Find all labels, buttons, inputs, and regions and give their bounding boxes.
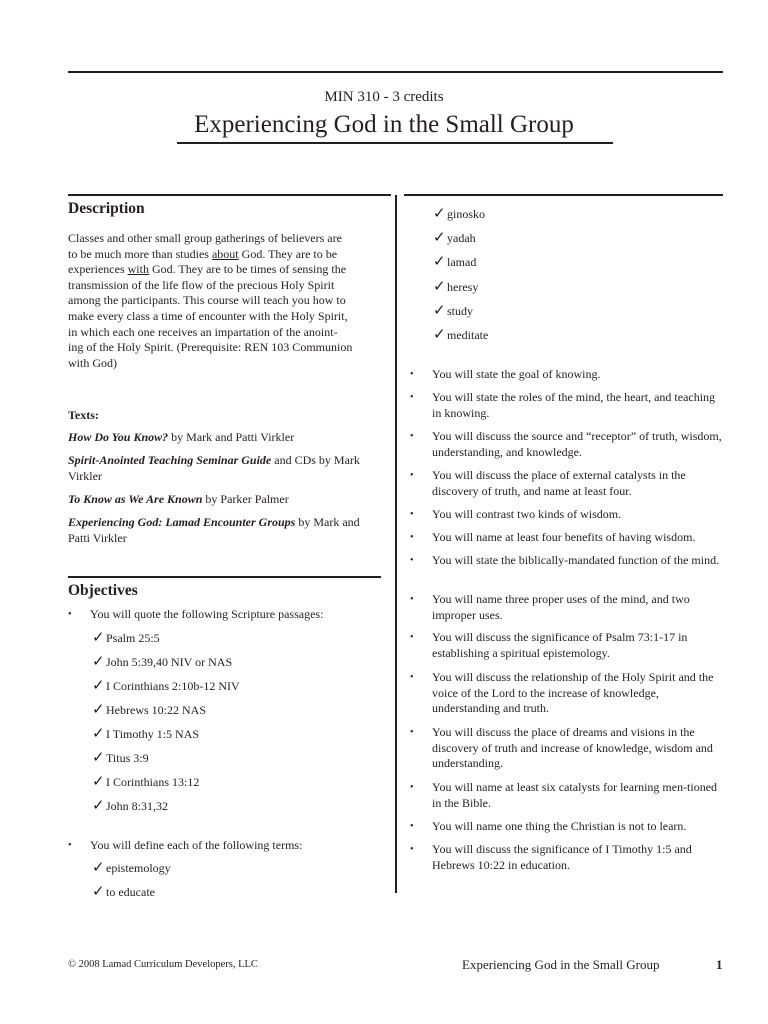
checklist-item-label: I Corinthians 13:12 [106, 775, 200, 789]
checklist-item [433, 304, 473, 319]
checklist-item [92, 727, 199, 742]
checklist-item-label: Psalm 25:5 [106, 631, 160, 645]
description-line: experiences with God. They are to be times of sensing the [68, 262, 347, 277]
objectives-heading: Objectives [68, 582, 138, 599]
description-line: transmission of the life flow of the precious Holy Spirit [68, 277, 335, 292]
checkmark-icon: ✓ [433, 302, 446, 319]
texts-label: Texts: [68, 408, 99, 422]
page-number: 1 [716, 957, 723, 972]
checkmark-icon: ✓ [433, 230, 446, 247]
top-rule [68, 71, 723, 73]
checkmark-icon: ✓ [92, 798, 105, 814]
description-line: to be much more than studies about God. They are to be [68, 246, 338, 261]
description-line: among the participants. This course will teach you how to [68, 293, 346, 308]
checkmark-icon: ✓ [433, 327, 446, 343]
objective-bullet: • You will name one thing the Christian is not to learn. [410, 819, 687, 833]
objective-bullet: • You will discuss the place of dreams and visions in the discovery of truth and increase of knowledge, wisdom and understanding. [410, 725, 713, 771]
checklist-item-label: I Timothy 1:5 NAS [106, 727, 200, 741]
checklist-item-label: meditate [447, 328, 489, 342]
description-line: Classes and other small group gatherings of believers are [68, 231, 342, 245]
checklist-item-label: study [447, 303, 474, 318]
checklist-item-label: epistemology [106, 861, 171, 875]
objective-bullet: • You will state the goal of knowing. [410, 367, 601, 381]
objective-bullet: • You will state the roles of the mind, the heart, and teaching in knowing. [410, 390, 716, 420]
checklist-item-label: John 8:31,32 [106, 799, 169, 813]
description-line: with God) [68, 355, 117, 370]
checklist-item [92, 703, 206, 718]
checklist-item [433, 231, 476, 246]
description-paragraph [68, 231, 384, 371]
description-line: in which each one receives an impartation of the anoint- [68, 324, 338, 339]
checklist-item [433, 328, 488, 343]
checklist-item-label: heresy [447, 279, 479, 294]
checkmark-icon: ✓ [92, 884, 105, 900]
course-code: MIN 310 - 3 credits [324, 89, 444, 105]
objective-bullet: • You will name at least four benefits of having wisdom. [410, 530, 696, 544]
description-heading: Description [68, 200, 145, 217]
checkmark-icon: ✓ [433, 206, 446, 222]
checklist-item [433, 280, 478, 295]
checklist-item-label: Titus 3:9 [106, 751, 149, 765]
checkmark-icon: ✓ [92, 750, 105, 766]
right-column-rule [404, 194, 723, 196]
objective-bullet: • You will discuss the source and “receptor” of truth, wisdom, understanding, and knowledge. [410, 429, 722, 459]
copyright: © 2008 Lamad Curriculum Developers, LLC [68, 959, 258, 970]
checklist-item [92, 751, 149, 766]
checkmark-icon: ✓ [92, 630, 105, 646]
checklist-item-label: yadah [447, 231, 476, 246]
checklist-item [92, 679, 240, 694]
objective-bullet: • You will name three proper uses of the mind, and two improper uses. [410, 592, 690, 622]
objective-bullet: • You will define each of the following terms: [68, 838, 303, 852]
left-column-rule [68, 194, 391, 196]
page-title: Experiencing God in the Small Group [194, 111, 574, 138]
checklist-item [92, 631, 160, 646]
objective-bullet: • You will quote the following Scripture passages: [68, 607, 324, 621]
checkmark-icon: ✓ [433, 254, 446, 271]
checklist-item-label: ginosko [447, 207, 486, 221]
checklist-item-label: lamad [447, 255, 477, 270]
checklist-item [92, 775, 199, 790]
objectives-rule [68, 576, 381, 578]
text-entry: How Do You Know? by Mark and Patti Virkler [68, 430, 295, 444]
objective-bullet: • You will contrast two kinds of wisdom. [410, 507, 622, 521]
checklist-item [92, 885, 155, 900]
checkmark-icon: ✓ [92, 774, 105, 790]
checkmark-icon: ✓ [92, 860, 105, 876]
objective-bullet: • You will discuss the significance of Psalm 73:1-17 in establishing a spiritual epistemology. [410, 630, 688, 660]
description-line: ing of the Holy Spirit. (Prerequisite: REN 103 Communion [68, 340, 353, 355]
checkmark-icon: ✓ [433, 278, 446, 295]
checklist-item-label: to educate [106, 885, 155, 899]
title-underline [177, 142, 613, 144]
checklist-item [92, 861, 171, 876]
objective-bullet: • You will discuss the relationship of the Holy Spirit and the voice of the Lord to the increase of knowledge, understanding and truth. [410, 670, 714, 716]
checklist-item [92, 799, 168, 814]
column-divider [395, 195, 397, 893]
text-entry: To Know as We Are Known by Parker Palmer [68, 492, 289, 506]
checkmark-icon: ✓ [92, 678, 105, 694]
checklist-item [433, 207, 485, 222]
checkmark-icon: ✓ [92, 654, 105, 670]
text-entry: Experiencing God: Lamad Encounter Groups by Mark and Patti Virkler [68, 515, 360, 545]
checklist-item-label: Hebrews 10:22 NAS [106, 703, 206, 717]
description-line: make every class a time of encounter with the Holy Spirit, [68, 308, 348, 323]
objective-bullet: • You will state the biblically-mandated function of the mind. [410, 553, 720, 567]
checklist-item-label: John 5:39,40 NIV or NAS [106, 655, 233, 669]
checkmark-icon: ✓ [92, 726, 105, 742]
objective-bullet: • You will discuss the place of external catalysts in the discovery of truth, and name at least four. [410, 468, 686, 498]
checklist-item-label: I Corinthians 2:10b-12 NIV [106, 679, 240, 693]
running-title: Experiencing God in the Small Group [462, 957, 660, 972]
checklist-item [433, 255, 476, 270]
checkmark-icon: ✓ [92, 702, 105, 718]
text-entry: Spirit-Anointed Teaching Seminar Guide and CDs by Mark Virkler [68, 453, 360, 483]
checklist-item [92, 655, 232, 670]
objective-bullet: • You will name at least six catalysts for learning men-tioned in the Bible. [410, 780, 718, 810]
objective-bullet: • You will discuss the significance of I Timothy 1:5 and Hebrews 10:22 in education. [410, 842, 692, 872]
